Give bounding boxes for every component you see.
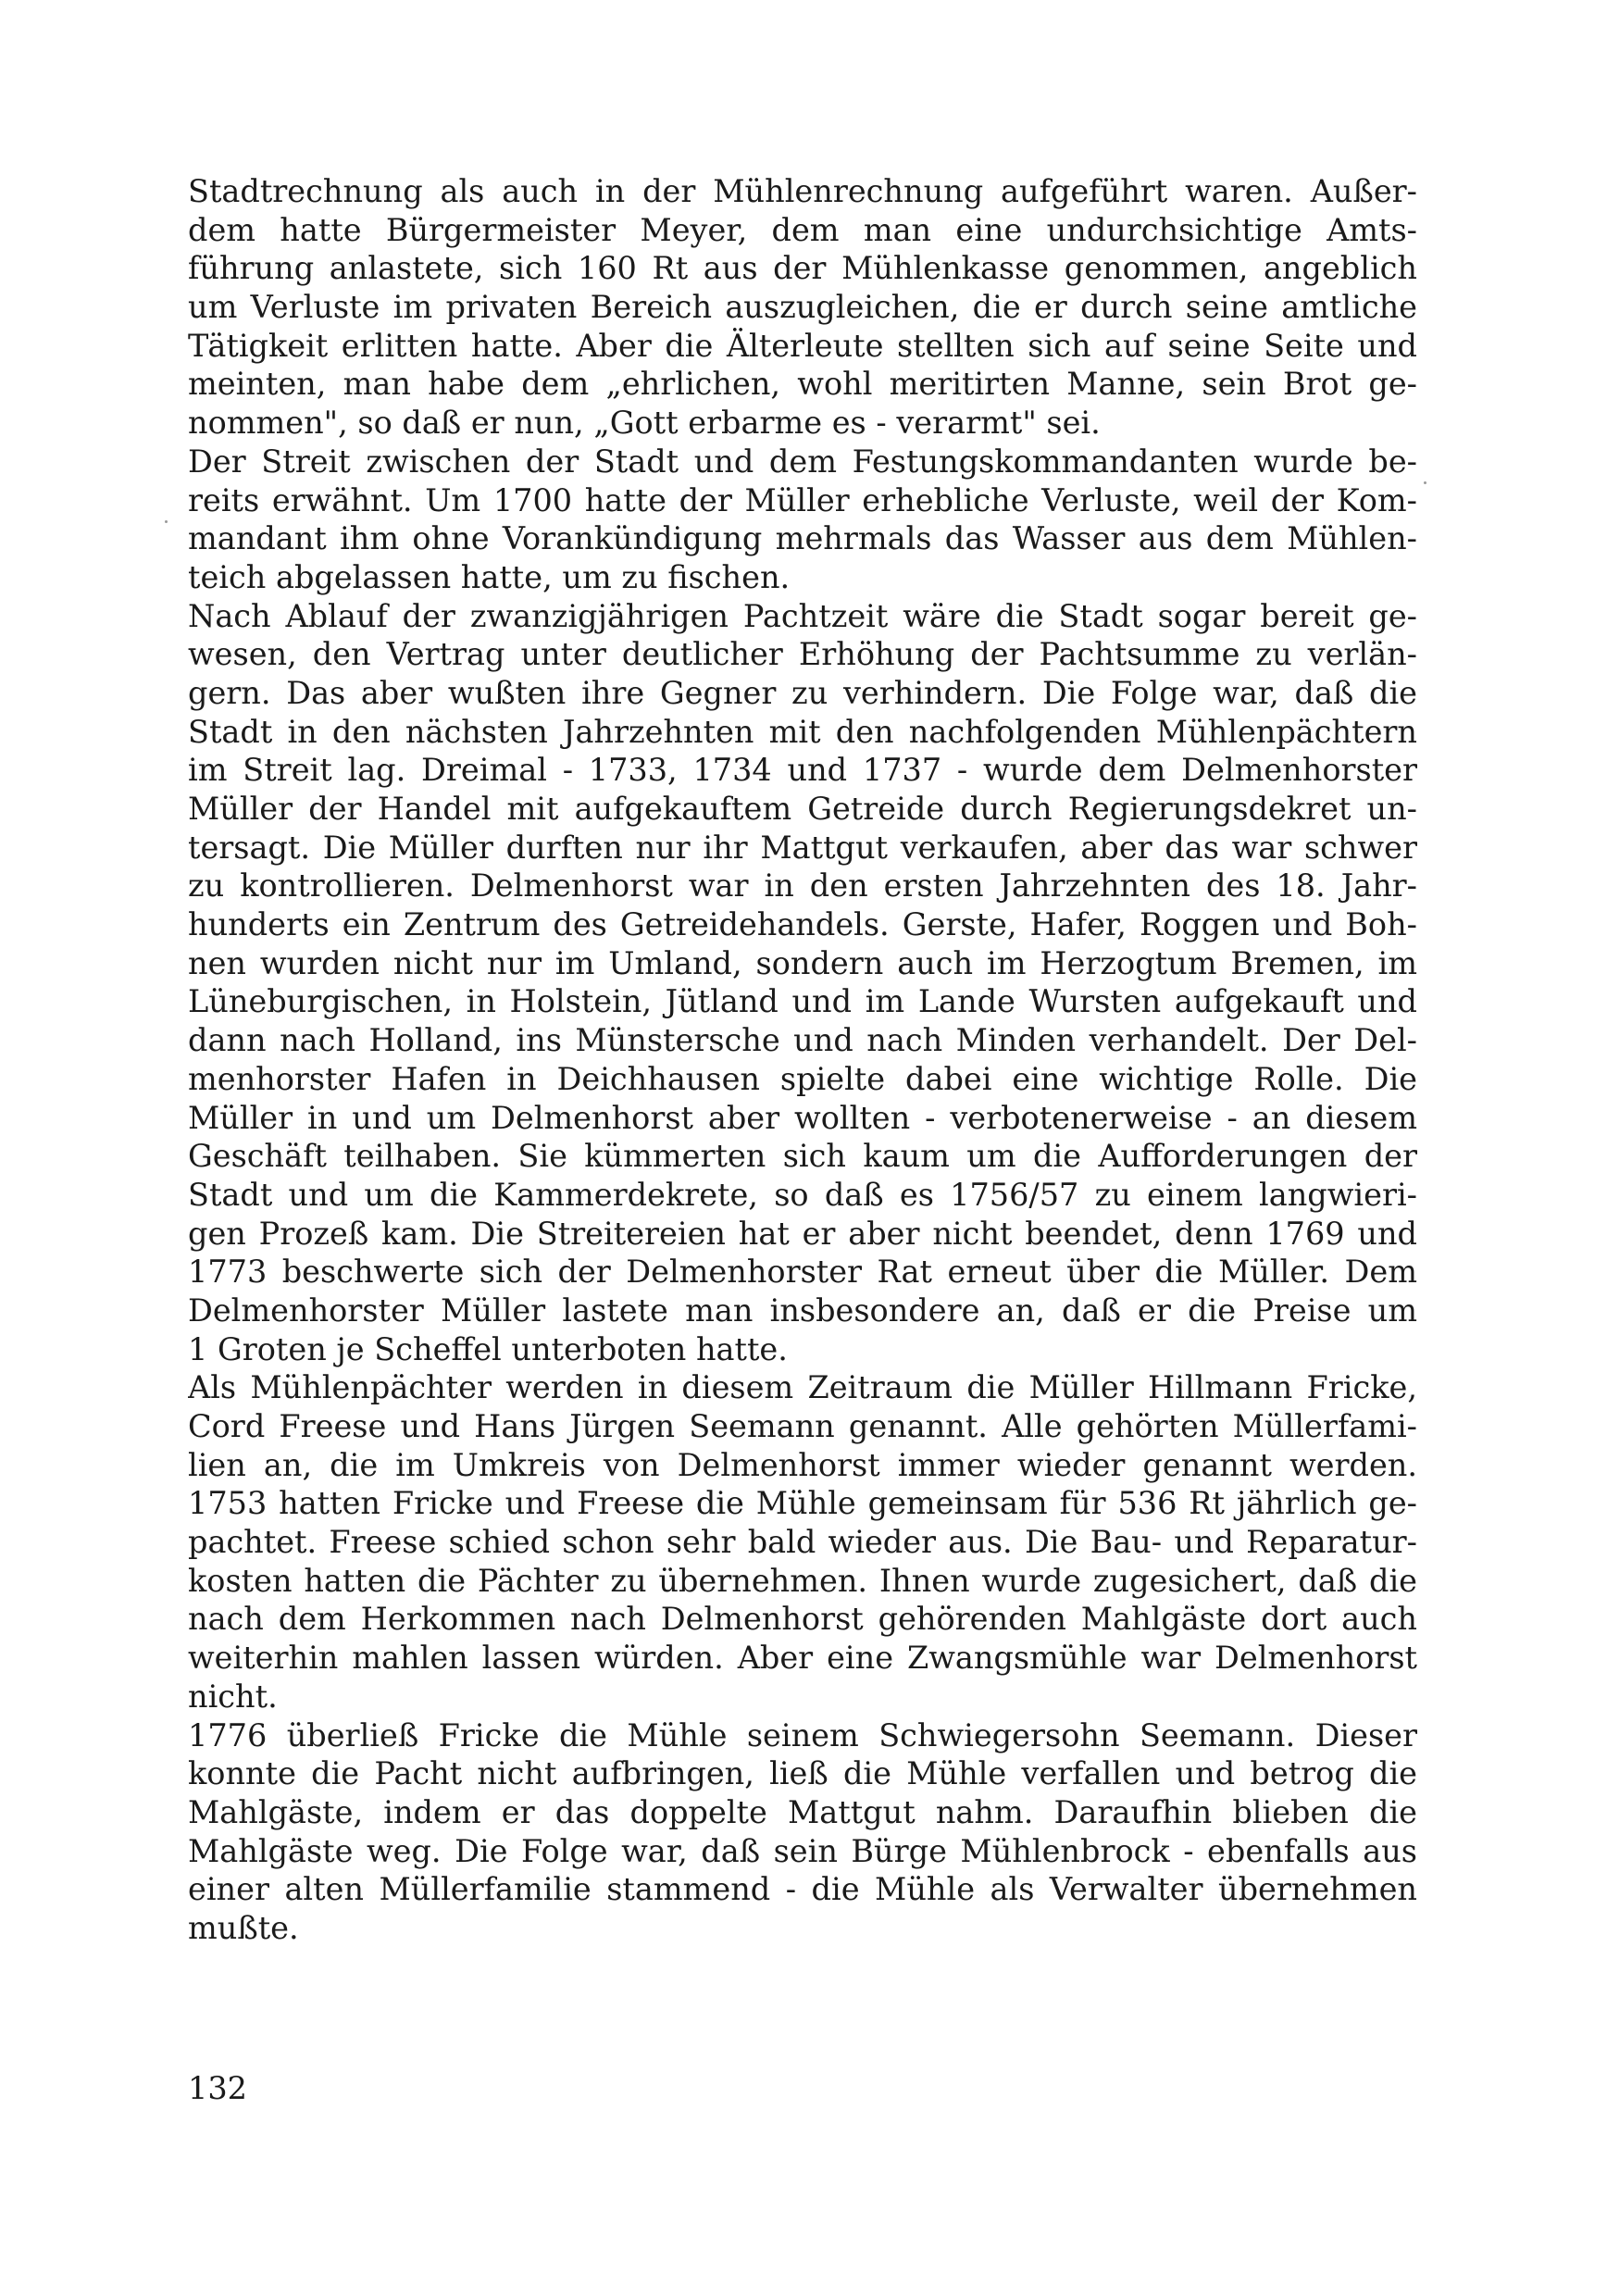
text-line: tersagt. Die Müller durften nur ihr Mattgut verkaufen, aber das war schwer [188,829,1417,866]
text-line: nicht. [188,1678,278,1715]
text-line: um Verluste im privaten Bereich auszugleichen, die er durch seine amtliche [188,289,1417,326]
scan-speck [1424,481,1426,484]
text-line: weiterhin mahlen lassen würden. Aber eine Zwangsmühle war Delmenhorst [188,1640,1417,1677]
text-line: zu kontrollieren. Delmenhorst war in den ersten Jahrzehnten des 18. Jahr- [188,867,1417,905]
text-line: pachtet. Freese schied schon sehr bald wieder aus. Die Bau- und Reparatur- [188,1524,1417,1561]
text-line: 1753 hatten Fricke und Freese die Mühle gemeinsam für 536 Rt jährlich ge- [188,1485,1417,1522]
text-line: dem hatte Bürgermeister Meyer, dem man eine undurchsichtige Amts- [188,211,1417,248]
text-line: im Streit lag. Dreimal - 1733, 1734 und 1737 - wurde dem Delmenhorster [188,752,1417,789]
text-line: Mahlgäste weg. Die Folge war, daß sein Bürge Mühlenbrock - ebenfalls aus [188,1832,1417,1869]
text-line: Stadt und um die Kammerdekrete, so daß es 1756/57 zu einem langwieri- [188,1176,1417,1213]
text-line: Müller in und um Delmenhorst aber wollten - verbotenerweise - an diesem [188,1099,1417,1136]
text-line: Geschäft teilhaben. Sie kümmerten sich kaum um die Aufforderungen der [188,1138,1417,1175]
text-line: reits erwähnt. Um 1700 hatte der Müller erhebliche Verluste, weil der Kom- [188,481,1417,518]
text-line: Stadt in den nächsten Jahrzehnten mit den nachfolgenden Mühlenpächtern [188,713,1417,750]
page-number: 132 [188,2070,247,2106]
text-line: meinten, man habe dem „ehrlichen, wohl meritirten Manne, sein Brot ge- [188,366,1417,403]
text-line: hunderts ein Zentrum des Getreidehandels. Gerste, Hafer, Roggen und Boh- [188,906,1417,943]
text-line: nommen", so daß er nun, „Gott erbarme es - verarmt" sei. [188,405,1101,442]
text-line: nach dem Herkommen nach Delmenhorst gehörenden Mahlgäste dort auch [188,1601,1417,1638]
text-line: gen Prozeß kam. Die Streitereien hat er aber nicht beendet, denn 1769 und [188,1215,1417,1252]
text-line: gern. Das aber wußten ihre Gegner zu verhindern. Die Folge war, daß die [188,674,1417,711]
text-line: menhorster Hafen in Deichhausen spielte dabei eine wichtige Rolle. Die [188,1060,1417,1097]
text-line: Der Streit zwischen der Stadt und dem Festungskommandanten wurde be- [188,443,1417,480]
text-line: Stadtrechnung als auch in der Mühlenrechnung aufgeführt waren. Außer- [188,173,1417,209]
text-line: Müller der Handel mit aufgekauftem Getreide durch Regierungsdekret un- [188,791,1417,827]
text-line: kosten hatten die Pächter zu übernehmen. Ihnen wurde zugesichert, daß die [188,1562,1417,1599]
text-line: einer alten Müllerfamilie stammend - die Mühle als Verwalter übernehmen [188,1871,1417,1908]
scan-speck [165,520,168,523]
text-line: teich abgelassen hatte, um zu fischen. [188,558,791,595]
text-line: dann nach Holland, ins Münstersche und nach Minden verhandelt. Der Del- [188,1022,1417,1059]
text-line: Mahlgäste, indem er das doppelte Mattgut nahm. Daraufhin blieben die [188,1793,1417,1830]
body-text [188,172,1417,1948]
text-line: konnte die Pacht nicht aufbringen, ließ die Mühle verfallen und betrog die [188,1755,1417,1792]
text-line: Tätigkeit erlitten hatte. Aber die Älterleute stellten sich auf seine Seite und [188,327,1417,364]
text-line: mußte. [188,1909,299,1946]
text-line: nen wurden nicht nur im Umland, sondern auch im Herzogtum Bremen, im [188,944,1417,981]
text-line: Delmenhorster Müller lastete man insbesondere an, daß er die Preise um [188,1292,1417,1329]
text-line: 1 Groten je Scheffel unterboten hatte. [188,1330,788,1367]
text-line: wesen, den Vertrag unter deutlicher Erhöhung der Pachtsumme zu verlän- [188,636,1417,673]
text-line: Nach Ablauf der zwanzigjährigen Pachtzeit wäre die Stadt sogar bereit ge- [188,597,1417,634]
text-line: lien an, die im Umkreis von Delmenhorst immer wieder genannt werden. [188,1446,1417,1483]
text-line: mandant ihm ohne Vorankündigung mehrmals das Wasser aus dem Mühlen- [188,520,1417,557]
text-line: Cord Freese und Hans Jürgen Seemann genannt. Alle gehörten Müllerfami- [188,1408,1417,1444]
text-line: Als Mühlenpächter werden in diesem Zeitraum die Müller Hillmann Fricke, [188,1369,1417,1406]
text-line: Lüneburgischen, in Holstein, Jütland und im Lande Wursten aufgekauft und [188,983,1417,1020]
text-line: 1776 überließ Fricke die Mühle seinem Schwiegersohn Seemann. Dieser [188,1716,1417,1753]
text-line: führung anlastete, sich 160 Rt aus der Mühlenkasse genommen, angeblich [188,250,1417,287]
text-line: 1773 beschwerte sich der Delmenhorster Rat erneut über die Müller. Dem [188,1254,1417,1291]
